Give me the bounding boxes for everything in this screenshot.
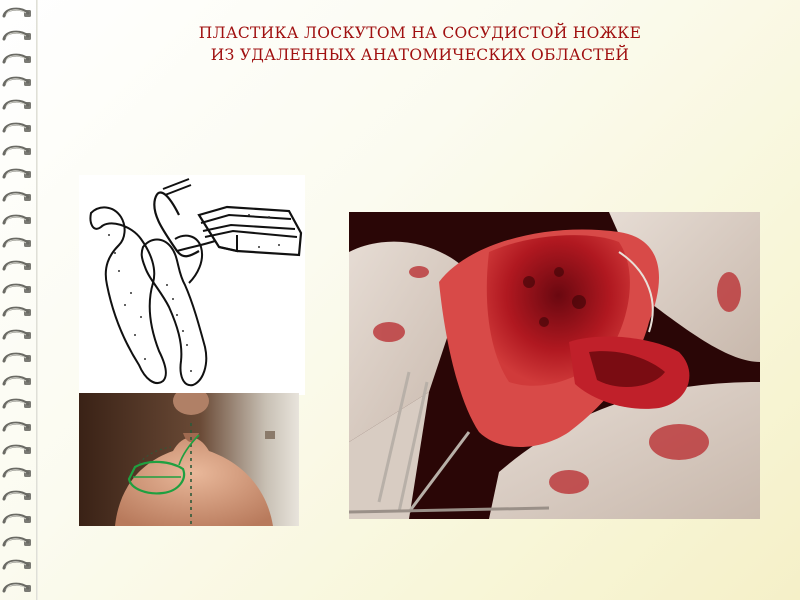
scapula-flap-drawing bbox=[79, 175, 305, 395]
spiral-binding bbox=[0, 0, 38, 600]
page-edge bbox=[36, 0, 38, 600]
slide-title bbox=[60, 22, 780, 66]
slide-title-line-1: ПЛАСТИКА ЛОСКУТОМ НА СОСУДИСТОЙ НОЖКЕ bbox=[198, 24, 642, 42]
slide-title-line-2: ИЗ УДАЛЕННЫХ АНАТОМИЧЕСКИХ ОБЛАСТЕЙ bbox=[210, 46, 630, 64]
surgical-wound-photo bbox=[349, 212, 760, 519]
back-marking-photo bbox=[79, 393, 299, 526]
